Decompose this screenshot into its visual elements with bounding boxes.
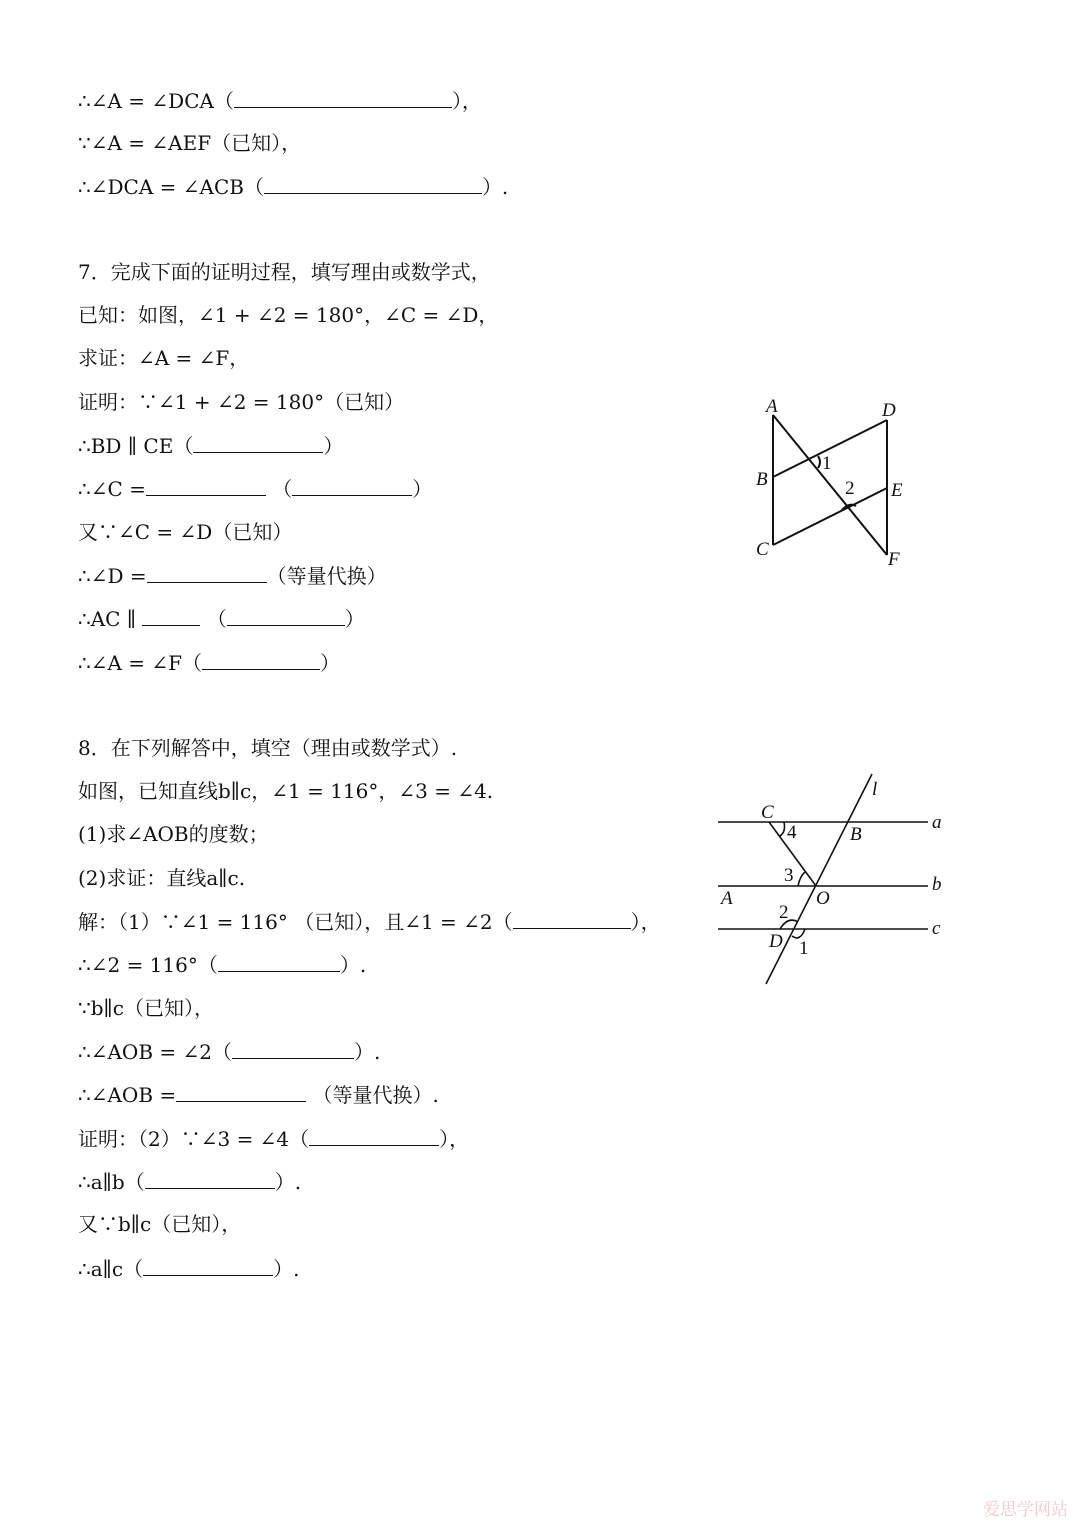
answer-blank[interactable] bbox=[309, 1125, 439, 1146]
text-line bbox=[78, 259, 491, 285]
text-segment: 如图，已知直线b∥c，∠1 = 116°，∠3 = ∠4. bbox=[78, 779, 494, 803]
text-line bbox=[78, 1125, 469, 1152]
label-C: C bbox=[756, 539, 769, 560]
label-B: B bbox=[756, 469, 768, 490]
text-segment: ∴BD ∥ CE（ bbox=[78, 434, 194, 458]
text-segment: ∴a∥c（ bbox=[78, 1257, 144, 1281]
text-segment: （等量代换） bbox=[266, 564, 387, 588]
answer-blank[interactable] bbox=[292, 475, 412, 496]
text-line bbox=[78, 87, 482, 114]
label-angle-4: 4 bbox=[787, 822, 797, 843]
label-a: a bbox=[932, 812, 942, 833]
label-D: D bbox=[882, 400, 896, 421]
text-segment: 证明：（2）∵∠3 = ∠4（ bbox=[78, 1127, 310, 1151]
text-line bbox=[78, 821, 269, 847]
text-segment: （ bbox=[265, 477, 293, 501]
text-segment: (2)求证：直线a∥c. bbox=[78, 866, 246, 890]
label-b: b bbox=[932, 874, 942, 895]
answer-blank[interactable] bbox=[234, 87, 452, 108]
text-segment: （ bbox=[200, 607, 227, 631]
text-line bbox=[78, 1211, 241, 1237]
answer-blank[interactable] bbox=[176, 1081, 306, 1102]
text-line bbox=[78, 130, 301, 156]
answer-blank[interactable] bbox=[145, 1168, 275, 1189]
text-segment: ∴∠AOB = bbox=[78, 1083, 177, 1107]
answer-blank[interactable] bbox=[146, 475, 266, 496]
watermark: 爱思学网站 bbox=[983, 1500, 1068, 1520]
text-line bbox=[78, 1255, 299, 1282]
text-segment: ）. bbox=[274, 1170, 302, 1194]
text-segment: 已知：如图，∠1 + ∠2 = 180°，∠C = ∠D， bbox=[78, 303, 499, 327]
text-segment: ）， bbox=[439, 1127, 470, 1151]
text-line bbox=[78, 302, 498, 328]
text-segment: 又∵∠C = ∠D（已知） bbox=[78, 520, 293, 544]
text-line bbox=[78, 432, 343, 459]
text-segment: ∴a∥b（ bbox=[78, 1170, 145, 1194]
text-segment: ∴∠2 = 116°（ bbox=[78, 953, 218, 977]
text-segment: ∴∠C = bbox=[78, 477, 146, 501]
text-segment: ） bbox=[320, 651, 341, 675]
text-line bbox=[78, 951, 366, 978]
text-segment: ）. bbox=[353, 1040, 381, 1064]
figure-q8-diagram bbox=[700, 770, 960, 990]
answer-blank[interactable] bbox=[264, 173, 482, 194]
answer-blank[interactable] bbox=[147, 562, 267, 583]
answer-blank[interactable] bbox=[232, 1038, 354, 1059]
text-line bbox=[78, 995, 214, 1021]
label-A: A bbox=[766, 396, 778, 417]
text-line bbox=[78, 865, 245, 891]
answer-blank[interactable] bbox=[142, 605, 200, 626]
answer-blank[interactable] bbox=[227, 605, 345, 626]
text-segment: ∴AC ∥ bbox=[78, 607, 143, 631]
text-line bbox=[78, 562, 387, 589]
text-segment: ） bbox=[344, 607, 365, 631]
label-angle-2: 2 bbox=[845, 478, 855, 499]
answer-blank[interactable] bbox=[218, 951, 340, 972]
label-D: D bbox=[769, 931, 783, 952]
label-O: O bbox=[816, 888, 830, 909]
text-line bbox=[78, 519, 292, 545]
label-C: C bbox=[761, 802, 774, 823]
text-segment: 7．完成下面的证明过程，填写理由或数学式， bbox=[78, 260, 491, 284]
label-angle-3: 3 bbox=[784, 865, 794, 886]
text-segment: ）， bbox=[451, 89, 482, 113]
text-segment: ）. bbox=[339, 953, 367, 977]
label-angle-2: 2 bbox=[779, 902, 789, 923]
text-segment: ） bbox=[323, 434, 344, 458]
text-segment: ∵b∥c（已知）， bbox=[78, 996, 214, 1020]
figure-q7-diagram bbox=[740, 390, 920, 570]
text-segment: ∴∠D = bbox=[78, 564, 147, 588]
text-line bbox=[78, 735, 457, 761]
label-c: c bbox=[932, 918, 941, 939]
label-angle-1: 1 bbox=[822, 453, 832, 474]
label-E: E bbox=[891, 480, 903, 501]
text-line bbox=[78, 475, 432, 502]
text-segment: （等量代换）. bbox=[306, 1083, 439, 1107]
text-line bbox=[78, 649, 340, 676]
text-line bbox=[78, 1038, 380, 1065]
answer-blank[interactable] bbox=[193, 432, 323, 453]
text-segment: ∴∠DCA = ∠ACB（ bbox=[78, 175, 264, 199]
text-segment: ） bbox=[412, 477, 433, 501]
text-line bbox=[78, 778, 493, 804]
text-segment: 证明：∵∠1 + ∠2 = 180°（已知） bbox=[78, 390, 405, 414]
text-line bbox=[78, 1168, 301, 1195]
text-segment: 解：（1）∵∠1 = 116° （已知），且∠1 = ∠2（ bbox=[78, 910, 513, 934]
label-l: l bbox=[872, 779, 878, 800]
text-segment: ）. bbox=[481, 175, 509, 199]
text-segment: ∵∠A = ∠AEF（已知）， bbox=[78, 131, 302, 155]
label-F: F bbox=[888, 549, 900, 570]
text-segment: ）， bbox=[630, 910, 661, 934]
text-line bbox=[78, 908, 661, 935]
text-segment: ∴∠A = ∠DCA（ bbox=[78, 89, 234, 113]
text-line bbox=[78, 1081, 439, 1108]
text-line bbox=[78, 345, 249, 371]
text-segment: ）. bbox=[273, 1257, 300, 1281]
text-segment: (1)求∠AOB的度数； bbox=[78, 822, 269, 846]
text-segment: 8．在下列解答中，填空（理由或数学式）. bbox=[78, 736, 458, 760]
answer-blank[interactable] bbox=[202, 649, 320, 670]
text-segment: ∴∠AOB = ∠2（ bbox=[78, 1040, 232, 1064]
text-segment: ∴∠A = ∠F（ bbox=[78, 651, 203, 675]
answer-blank[interactable] bbox=[143, 1255, 273, 1276]
text-line bbox=[78, 173, 508, 200]
label-B: B bbox=[850, 824, 862, 845]
text-line bbox=[78, 389, 404, 415]
text-line bbox=[78, 605, 365, 632]
label-angle-1: 1 bbox=[799, 938, 809, 959]
answer-blank[interactable] bbox=[513, 908, 631, 929]
label-A: A bbox=[721, 888, 733, 909]
text-segment: 又∵b∥c（已知）， bbox=[78, 1212, 242, 1236]
text-segment: 求证：∠A = ∠F， bbox=[78, 346, 250, 370]
